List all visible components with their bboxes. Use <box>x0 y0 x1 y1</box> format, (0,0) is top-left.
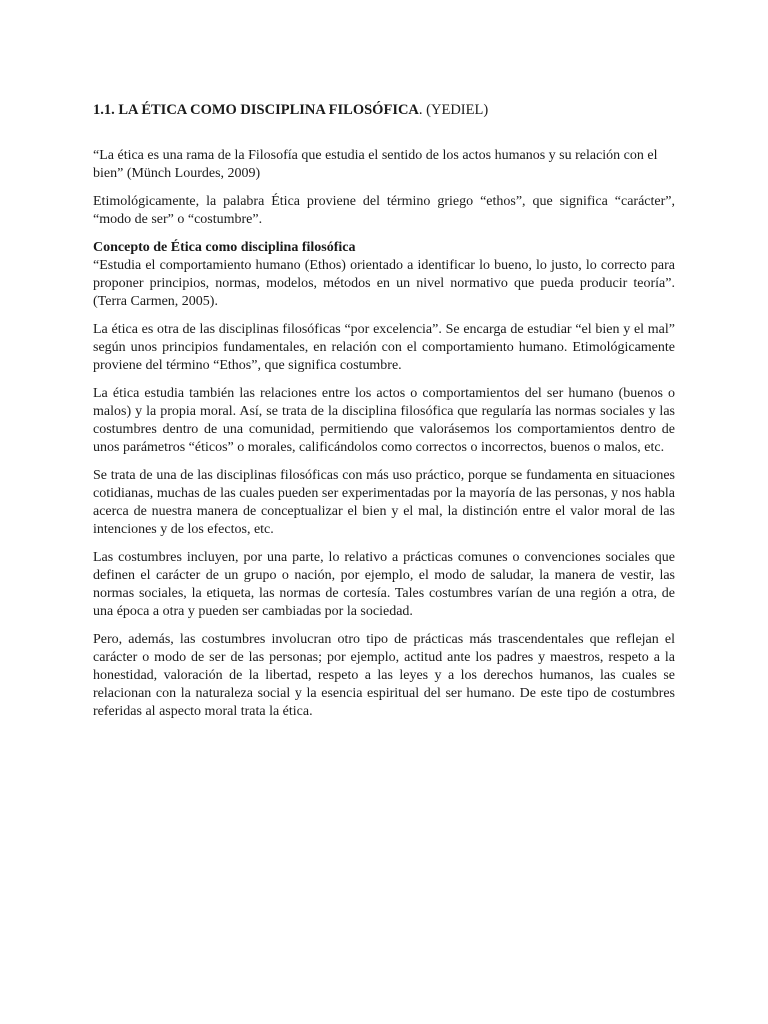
paragraph-etymology: Etimológicamente, la palabra Ética proviene del término griego “ethos”, que significa “carácter”, “modo de ser” o “costumbre”. <box>93 194 675 227</box>
paragraph-relations: La ética estudia también las relaciones entre los actos o comportamientos del ser humano (buenos o malos) y la propia moral. Así, se trata de la disciplina filosófica que regularía las normas sociales y las costumbres dentro de una comunidad, permitiendo que valorásemos los comportamientos dentro de unos parámetros “éticos” o morales, calificándolos como correctos o incorrectos, buenos o malos, etc. <box>93 386 675 455</box>
paragraph-excellence: La ética es otra de las disciplinas filosóficas “por excelencia”. Se encarga de estudiar “el bien y el mal” según unos principios fundamentales, en relación con el comportamiento humano. Etimológicamente proviene del término “Ethos”, que significa costumbre. <box>93 322 675 373</box>
section-author: . (YEDIEL) <box>418 102 489 118</box>
section-title: 1.1. LA ÉTICA COMO DISCIPLINA FILOSÓFICA <box>93 102 419 118</box>
section-heading <box>93 101 675 120</box>
paragraph-transcendental: Pero, además, las costumbres involucran otro tipo de prácticas más trascendentales que reflejan el carácter o modo de ser de las personas; por ejemplo, actitud ante los padres y maestros, respeto a la honestidad, valoración de la libertad, respeto a las leyes y a los derechos humanos, las cuales se relacionan con la naturaleza social y la esencia espiritual del ser humano. De este tipo de costumbres referidas al aspecto moral trata la ética. <box>93 632 675 719</box>
paragraph-concept-quote: “Estudia el comportamiento humano (Ethos) orientado a identificar lo bueno, lo justo, lo correcto para proponer principios, normas, modelos, métodos en un nivel normativo que pueda producir teoría”. (Terra Carmen, 2005). <box>93 258 675 309</box>
subheading-concept: Concepto de Ética como disciplina filosófica <box>93 240 356 255</box>
paragraph-definition-quote: “La ética es una rama de la Filosofía que estudia el sentido de los actos humanos y su relación con el bien” (Münch Lourdes, 2009) <box>93 148 658 181</box>
paragraph-customs: Las costumbres incluyen, por una parte, lo relativo a prácticas comunes o convenciones sociales que definen el carácter de un grupo o nación, por ejemplo, el modo de saludar, la manera de vestir, las normas sociales, la etiqueta, las normas de cortesía. Tales costumbres varían de una región a otra, de una época a otra y pueden ser cambiadas por la sociedad. <box>93 550 675 619</box>
document-page <box>93 101 675 731</box>
paragraph-practical-use: Se trata de una de las disciplinas filosóficas con más uso práctico, porque se fundamenta en situaciones cotidianas, muchas de las cuales pueden ser experimentadas por la mayoría de las personas, y nos habla acerca de nuestra manera de conceptualizar el bien y el mal, la distinción entre el valor moral de las intenciones y de los efectos, etc. <box>93 468 675 537</box>
